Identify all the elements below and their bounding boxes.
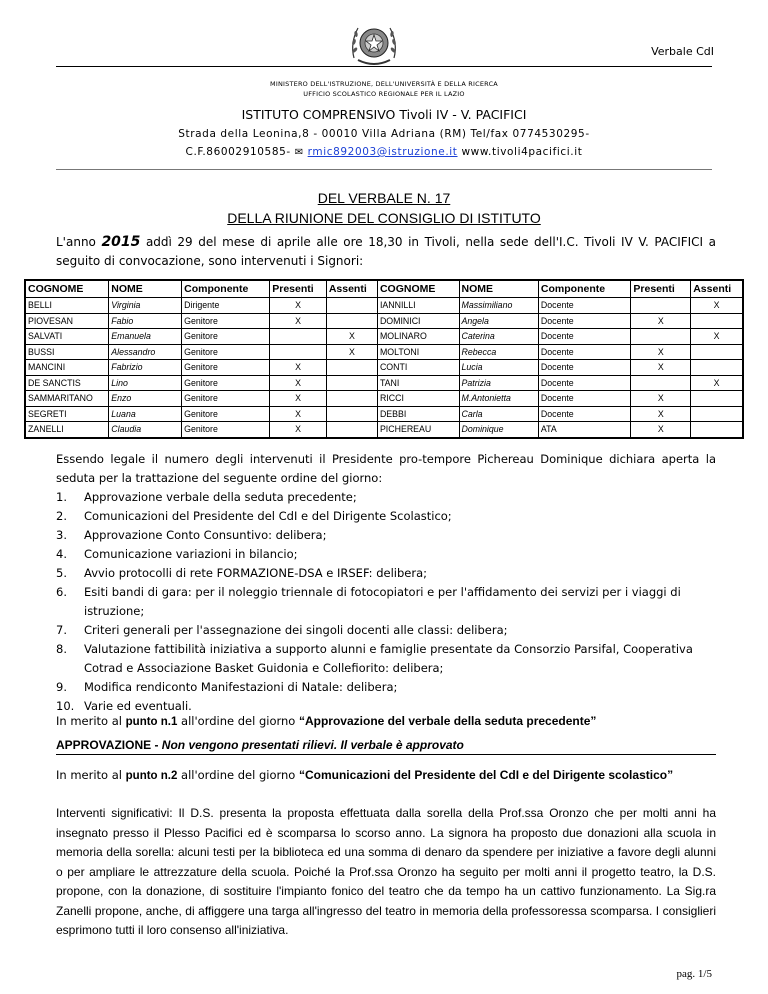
list-item	[56, 621, 716, 640]
agenda-text: Comunicazione variazioni in bilancio;	[84, 547, 298, 561]
agenda-list	[56, 488, 716, 716]
section-1-heading	[56, 714, 716, 728]
section-1-mid: all'ordine del giorno	[177, 714, 299, 728]
agenda-text: Criteri generali per l'assegnazione dei singoli docenti alle classi: delibera;	[84, 623, 508, 637]
section-1-prefix: In merito al	[56, 714, 126, 728]
table-cell: PIOVESAN	[25, 313, 109, 329]
table-cell: X	[631, 422, 691, 438]
table-cell: MOLINARO	[377, 329, 459, 345]
attendance-header-cell: COGNOME	[25, 280, 109, 298]
table-cell: X	[270, 360, 327, 376]
table-cell: Docente	[538, 375, 630, 391]
school-name: ISTITUTO COMPRENSIVO Tivoli IV - V. PACIFICI	[241, 107, 527, 122]
table-cell: SAMMARITANO	[25, 391, 109, 407]
table-cell: Genitore	[182, 344, 270, 360]
agenda-number: 5.	[56, 566, 67, 580]
table-cell	[631, 375, 691, 391]
approval-line	[56, 738, 716, 755]
table-cell: Luana	[109, 406, 182, 422]
table-cell	[631, 298, 691, 314]
intro-prefix: L'anno	[56, 235, 102, 249]
table-cell: Genitore	[182, 422, 270, 438]
attendance-header-cell: Presenti	[270, 280, 327, 298]
section-2-point: punto n.2	[125, 770, 178, 782]
table-cell: DEBBI	[377, 406, 459, 422]
table-cell: Fabrizio	[109, 360, 182, 376]
table-cell: X	[270, 313, 327, 329]
list-item	[56, 640, 716, 678]
contacts-line	[0, 143, 768, 162]
table-cell: X	[326, 329, 377, 345]
list-item	[56, 564, 716, 583]
header-divider	[56, 66, 712, 67]
table-cell	[691, 406, 743, 422]
agenda-number: 3.	[56, 528, 67, 542]
table-cell: Docente	[538, 406, 630, 422]
table-cell	[691, 391, 743, 407]
table-cell: X	[631, 391, 691, 407]
table-cell: X	[691, 375, 743, 391]
table-cell: X	[631, 313, 691, 329]
attendance-header-cell: Componente	[538, 280, 630, 298]
table-cell: BELLI	[25, 298, 109, 314]
table-cell: Carla	[459, 406, 538, 422]
intro-year: 2015	[101, 234, 141, 250]
agenda-text: Esiti bandi di gara: per il noleggio triennale di fotocopiatori e per l'affidamento dei servizi per i viaggi di istruzione;	[84, 585, 681, 618]
agenda-text: Approvazione verbale della seduta precedente;	[84, 490, 357, 504]
table-cell: X	[270, 375, 327, 391]
table-cell: X	[270, 298, 327, 314]
table-row	[25, 344, 743, 360]
table-cell: Docente	[538, 313, 630, 329]
title-line-1: DEL VERBALE N. 17	[317, 190, 451, 206]
list-item	[56, 526, 716, 545]
agenda-number: 7.	[56, 623, 67, 637]
table-cell: X	[631, 360, 691, 376]
table-cell: MANCINI	[25, 360, 109, 376]
attendance-header-cell: Assenti	[326, 280, 377, 298]
agenda-number: 4.	[56, 547, 67, 561]
table-cell: MOLTONI	[377, 344, 459, 360]
opening-paragraph: Essendo legale il numero degli intervenuti il Presidente pro-tempore Pichereau Dominique dichiara aperta la seduta per la trattazione del seguente ordine del giorno:	[56, 452, 716, 485]
table-cell	[691, 344, 743, 360]
table-cell: ZANELLI	[25, 422, 109, 438]
agenda-number: 2.	[56, 509, 67, 523]
list-item	[56, 678, 716, 697]
table-cell: X	[270, 391, 327, 407]
agenda-text: Varie ed eventuali.	[84, 699, 192, 713]
table-cell: Docente	[538, 329, 630, 345]
table-cell	[326, 422, 377, 438]
table-cell: Angela	[459, 313, 538, 329]
table-cell	[631, 329, 691, 345]
table-cell: DOMINICI	[377, 313, 459, 329]
attendance-header-cell: NOME	[109, 280, 182, 298]
table-cell: BUSSI	[25, 344, 109, 360]
table-cell: X	[326, 344, 377, 360]
table-cell: X	[270, 422, 327, 438]
table-cell: X	[631, 344, 691, 360]
table-row	[25, 360, 743, 376]
approval-label: APPROVAZIONE -	[56, 738, 162, 752]
attendance-table	[24, 279, 744, 439]
attendance-header-cell: Assenti	[691, 280, 743, 298]
table-cell	[326, 298, 377, 314]
table-cell: Docente	[538, 344, 630, 360]
agenda-text: Approvazione Conto Consuntivo: delibera;	[84, 528, 327, 542]
table-cell	[326, 375, 377, 391]
section-2-prefix: In merito al	[56, 768, 126, 782]
table-cell	[270, 329, 327, 345]
email-link[interactable]: rmic892003@istruzione.it	[307, 146, 458, 158]
document-title	[0, 188, 768, 228]
table-cell: Docente	[538, 360, 630, 376]
table-cell	[691, 360, 743, 376]
agenda-number: 9.	[56, 680, 67, 694]
table-cell: CONTI	[377, 360, 459, 376]
table-cell	[326, 406, 377, 422]
address-block	[0, 125, 768, 162]
table-cell: ATA	[538, 422, 630, 438]
table-cell: Claudia	[109, 422, 182, 438]
section-1-topic: “Approvazione del verbale della seduta precedente”	[298, 714, 597, 728]
website: www.tivoli4pacifici.it	[457, 146, 583, 158]
list-item	[56, 583, 716, 621]
table-cell: Virginia	[109, 298, 182, 314]
attendance-header-cell: COGNOME	[377, 280, 459, 298]
table-cell: Lucia	[459, 360, 538, 376]
attendance-header-cell: Presenti	[631, 280, 691, 298]
approval-text: Non vengono presentati rilievi. Il verbale è approvato	[161, 738, 464, 752]
table-cell: X	[691, 298, 743, 314]
intro-paragraph	[56, 233, 716, 271]
address-line: Strada della Leonina,8 - 00010 Villa Adriana (RM) Tel/fax 0774530295-	[178, 128, 590, 140]
table-cell	[326, 360, 377, 376]
table-cell	[270, 344, 327, 360]
section-1-point: punto n.1	[125, 716, 178, 728]
table-row	[25, 422, 743, 438]
table-cell: Patrizia	[459, 375, 538, 391]
agenda-number: 1.	[56, 490, 67, 504]
table-cell: Docente	[538, 391, 630, 407]
attendance-header-cell: Componente	[182, 280, 270, 298]
regional-office-line: UFFICIO SCOLASTICO REGIONALE PER IL LAZIO	[303, 90, 465, 98]
table-row	[25, 329, 743, 345]
table-row	[25, 391, 743, 407]
table-cell: X	[270, 406, 327, 422]
table-cell: Massimiliano	[459, 298, 538, 314]
table-row	[25, 313, 743, 329]
list-item	[56, 507, 716, 526]
agenda-text: Valutazione fattibilità iniziativa a supporto alunni e famiglie presentate da Consorzio Parsifal, Cooperativa Cotrad e Associazione Basket Guidonia e Collefiorito: delibera;	[84, 642, 693, 675]
table-cell: TANI	[377, 375, 459, 391]
table-cell: Dirigente	[182, 298, 270, 314]
table-cell: Genitore	[182, 406, 270, 422]
document-label: Verbale CdI	[651, 45, 714, 58]
agenda-text: Avvio protocolli di rete FORMAZIONE-DSA e IRSEF: delibera;	[84, 566, 427, 580]
table-cell: Dominique	[459, 422, 538, 438]
envelope-icon: ✉	[294, 147, 304, 158]
section-2-heading	[56, 766, 716, 786]
section-2-mid: all'ordine del giorno	[177, 768, 299, 782]
page-number: pag. 1/5	[676, 968, 712, 980]
agenda-number: 8.	[56, 642, 67, 656]
table-cell: X	[631, 406, 691, 422]
table-cell: Enzo	[109, 391, 182, 407]
table-cell: PICHEREAU	[377, 422, 459, 438]
agenda-text: Modifica rendiconto Manifestazioni di Natale: delibera;	[84, 680, 398, 694]
list-item	[56, 488, 716, 507]
table-cell: Alessandro	[109, 344, 182, 360]
agenda-number: 10.	[56, 699, 75, 713]
table-cell	[691, 422, 743, 438]
table-cell: Docente	[538, 298, 630, 314]
table-cell	[326, 313, 377, 329]
table-cell: X	[691, 329, 743, 345]
table-cell: Emanuela	[109, 329, 182, 345]
ministry-line: MINISTERO DELL'ISTRUZIONE, DELL'UNIVERSITÀ E DELLA RICERCA	[270, 80, 498, 88]
attendance-header-cell: NOME	[459, 280, 538, 298]
table-cell: Genitore	[182, 329, 270, 345]
table-cell: Lino	[109, 375, 182, 391]
agenda-text: Comunicazioni del Presidente del CdI e del Dirigente Scolastico;	[84, 509, 452, 523]
section-2-topic: “Comunicazioni del Presidente del CdI e del Dirigente scolastico”	[298, 768, 674, 782]
italian-republic-emblem	[346, 18, 402, 68]
fiscal-code: C.F.86002910585-	[185, 146, 295, 158]
table-cell: M.Antonietta	[459, 391, 538, 407]
table-row	[25, 298, 743, 314]
table-cell: SEGRETI	[25, 406, 109, 422]
attendance-header-row	[25, 280, 743, 298]
table-cell: IANNILLI	[377, 298, 459, 314]
intro-rest: addì 29 del mese di aprile alle ore 18,30 in Tivoli, nella sede dell'I.C. Tivoli IV V. PACIFICI a seguito di convocazione, sono intervenuti i Signori:	[56, 235, 716, 268]
table-cell	[326, 391, 377, 407]
table-cell: Caterina	[459, 329, 538, 345]
table-cell: DE SANCTIS	[25, 375, 109, 391]
table-cell: Genitore	[182, 375, 270, 391]
agenda-number: 6.	[56, 585, 67, 599]
table-cell: RICCI	[377, 391, 459, 407]
table-cell: Rebecca	[459, 344, 538, 360]
table-cell: SALVATI	[25, 329, 109, 345]
table-cell: Genitore	[182, 391, 270, 407]
table-row	[25, 375, 743, 391]
table-row	[25, 406, 743, 422]
section-2-paragraph: Interventi significativi: Il D.S. presenta la proposta effettuata dalla sorella della Prof.ssa Oronzo che per molti anni ha insegnato presso il Plesso Pacifici ed è scomparsa lo scorso anno. La signora ha proposto due donazioni alla scuola in memoria della sorella: alcuni testi per la biblioteca ed una somma di denaro da spendere per iniziative a favore degli alunni o per ampliare le attrezzature della scuola. Poiché la Prof.ssa Oronzo ha seguito per molti anni il progetto teatro, la D.S. propone, con la donazione, di sostituire l'impianto fonico del teatro che da tempo ha un cattivo funzionamento. La Sig.ra Zanelli propone, anche, di affiggere una targa all'ingresso del teatro in memoria della professoressa scomparsa. I consiglieri esprimono tutti il loro consenso all'iniziativa.	[56, 806, 716, 937]
header-bottom-divider	[56, 169, 712, 170]
attendance-body	[25, 298, 743, 438]
table-cell	[691, 313, 743, 329]
table-cell: Fabio	[109, 313, 182, 329]
ministry-block	[0, 79, 768, 99]
table-cell: Genitore	[182, 360, 270, 376]
list-item	[56, 545, 716, 564]
title-line-2: DELLA RIUNIONE DEL CONSIGLIO DI ISTITUTO	[227, 210, 541, 226]
table-cell: Genitore	[182, 313, 270, 329]
